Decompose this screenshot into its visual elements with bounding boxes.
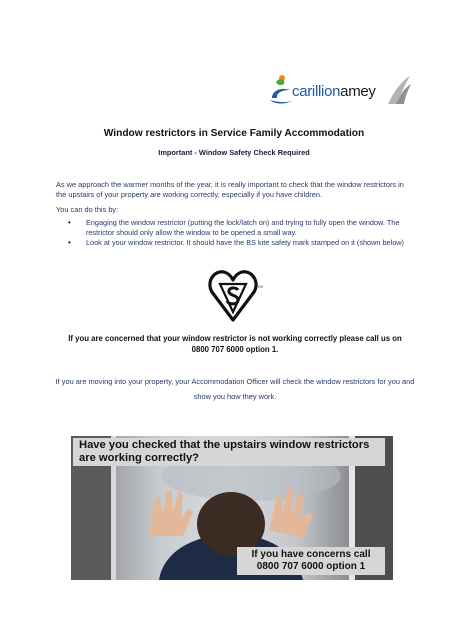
instructions-lead: You can do this by: [56,205,119,214]
page-subtitle: Important - Window Safety Check Required [158,148,310,157]
page-title: Window restrictors in Service Family Accommodation [103,128,365,139]
list-item: • Engaging the window restrictor (putting the lock/latch on) and trying to fully open the window. The restrictor should only allow the window to be opened a small way. [56,218,416,237]
poster-headline: Have you checked that the upstairs window restrictors are working correctly? [73,438,385,466]
poster-call-banner: If you have concerns call 0800 707 6000 option 1 [237,547,385,575]
instructions-list [56,218,416,249]
intro-paragraph: As we approach the warmer months of the year, it is really important to check that the window restrictors in the upstairs of your property are working correctly, especially if you have children. [56,180,404,199]
safety-poster-image [71,436,393,580]
logo-swoosh-icon [386,74,412,106]
bs-kitemark-icon [208,268,258,322]
logo-wordmark-amey: amey [340,83,376,100]
concern-callout: If you are concerned that your window restrictor is not working correctly please call us on 0800 707 6000 option 1. [68,334,402,354]
logo-wordmark [292,83,376,100]
list-item: • Look at your window restrictor. It should have the BS kite safety mark stamped on it (shown below) [56,238,416,248]
carillion-amey-logo [268,70,413,108]
trademark-symbol: TM [257,284,263,289]
logo-wordmark-carillion: carillion [292,83,341,100]
moving-in-paragraph: If you are moving into your property, your Accommodation Officer will check the window restrictors for you and show you how they work. [55,377,415,401]
